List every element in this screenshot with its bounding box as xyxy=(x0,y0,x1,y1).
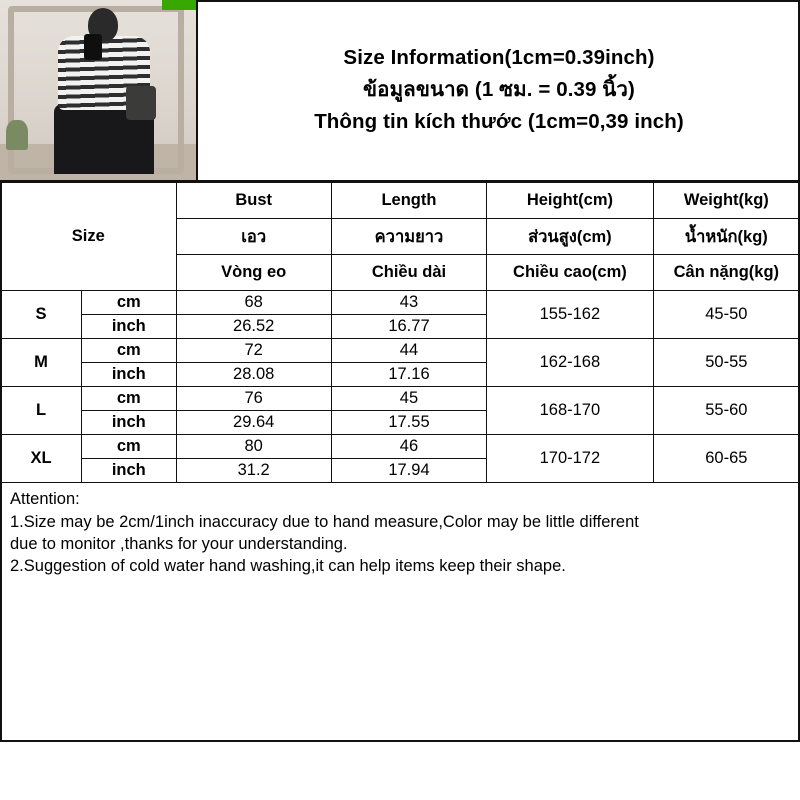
photo-model-bag xyxy=(126,86,156,120)
bust-cm-m: 72 xyxy=(176,339,331,363)
title-line-th: ข้อมูลขนาด (1 ซม. = 0.39 นิ้ว) xyxy=(363,78,635,102)
length-cm-s: 43 xyxy=(331,291,486,315)
title-line-vi: Thông tin kích thước (1cm=0,39 inch) xyxy=(314,109,684,133)
row-size-s: S xyxy=(1,291,82,339)
header-bust-vi: Vòng eo xyxy=(176,255,331,291)
header-length-vi: Chiều dài xyxy=(331,255,486,291)
bust-cm-l: 76 xyxy=(176,387,331,411)
table-row xyxy=(1,387,800,411)
unit-inch-m: inch xyxy=(82,363,177,387)
length-inch-l: 17.55 xyxy=(331,411,486,435)
photo-plant xyxy=(6,120,28,150)
header-size-label: Size xyxy=(1,183,177,291)
bust-inch-s: 26.52 xyxy=(176,315,331,339)
length-inch-m: 17.16 xyxy=(331,363,486,387)
table-row xyxy=(1,291,800,315)
length-cm-l: 45 xyxy=(331,387,486,411)
header-length-en: Length xyxy=(331,183,486,219)
bust-inch-m: 28.08 xyxy=(176,363,331,387)
table-row xyxy=(1,435,800,459)
unit-inch-s: inch xyxy=(82,315,177,339)
bust-cm-xl: 80 xyxy=(176,435,331,459)
header xyxy=(0,0,800,182)
title-block xyxy=(198,0,800,180)
weight-l: 55-60 xyxy=(653,387,799,435)
title-line-en: Size Information(1cm=0.39inch) xyxy=(343,46,655,70)
photo-model-phone xyxy=(84,34,102,60)
weight-m: 50-55 xyxy=(653,339,799,387)
header-height-vi: Chiều cao(cm) xyxy=(487,255,654,291)
row-size-l: L xyxy=(1,387,82,435)
unit-cm-s: cm xyxy=(82,291,177,315)
unit-cm-l: cm xyxy=(82,387,177,411)
header-weight-vi: Cân nặng(kg) xyxy=(653,255,799,291)
table-row xyxy=(1,339,800,363)
height-m: 162-168 xyxy=(487,339,654,387)
header-length-th: ความยาว xyxy=(331,219,486,255)
weight-xl: 60-65 xyxy=(653,435,799,483)
attention-heading: Attention: xyxy=(10,490,80,508)
weight-s: 45-50 xyxy=(653,291,799,339)
bust-inch-xl: 31.2 xyxy=(176,459,331,483)
header-bust-en: Bust xyxy=(176,183,331,219)
attention-block xyxy=(0,483,800,578)
row-size-xl: XL xyxy=(1,435,82,483)
unit-cm-m: cm xyxy=(82,339,177,363)
height-l: 168-170 xyxy=(487,387,654,435)
unit-inch-xl: inch xyxy=(82,459,177,483)
attention-line-1: 1.Size may be 2cm/1inch inaccuracy due to hand measure,Color may be little different xyxy=(10,512,639,531)
table-header-row-en xyxy=(1,183,800,219)
header-weight-en: Weight(kg) xyxy=(653,183,799,219)
length-cm-m: 44 xyxy=(331,339,486,363)
unit-inch-l: inch xyxy=(82,411,177,435)
row-size-m: M xyxy=(1,339,82,387)
height-xl: 170-172 xyxy=(487,435,654,483)
header-weight-th: น้ำหนัก(kg) xyxy=(653,219,799,255)
length-inch-xl: 17.94 xyxy=(331,459,486,483)
height-s: 155-162 xyxy=(487,291,654,339)
header-height-th: ส่วนสูง(cm) xyxy=(487,219,654,255)
length-cm-xl: 46 xyxy=(331,435,486,459)
header-bust-th: เอว xyxy=(176,219,331,255)
product-photo xyxy=(0,0,198,180)
size-table xyxy=(0,182,800,483)
attention-line-1b: due to monitor ,thanks for your understanding. xyxy=(10,534,348,553)
bust-cm-s: 68 xyxy=(176,291,331,315)
green-accent-tab xyxy=(162,0,196,10)
length-inch-s: 16.77 xyxy=(331,315,486,339)
attention-line-2: 2.Suggestion of cold water hand washing,it can help items keep their shape. xyxy=(10,556,566,575)
bust-inch-l: 29.64 xyxy=(176,411,331,435)
header-height-en: Height(cm) xyxy=(487,183,654,219)
unit-cm-xl: cm xyxy=(82,435,177,459)
